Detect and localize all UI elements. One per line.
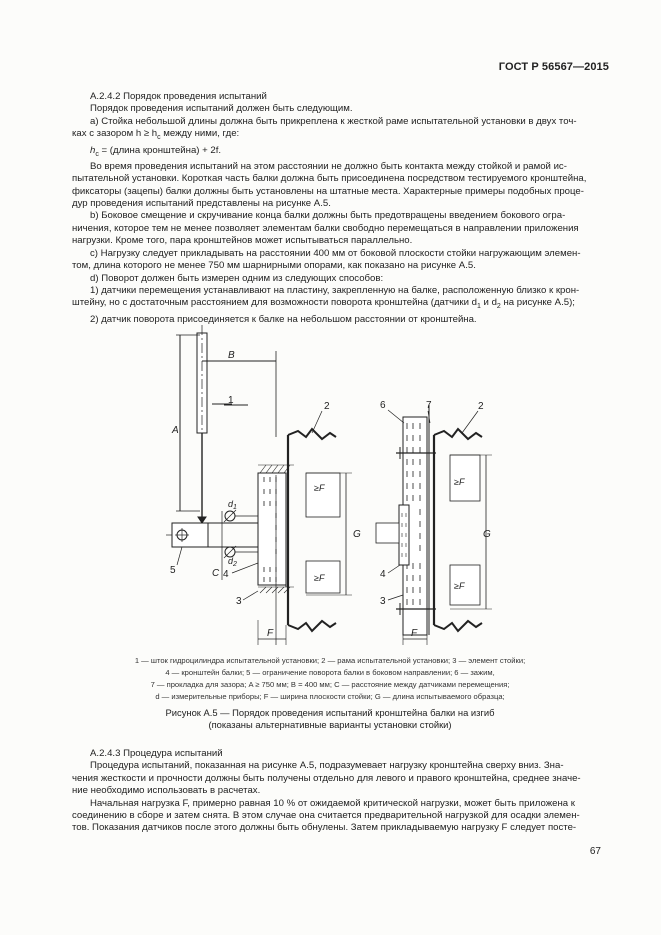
paragraph: Во время проведения испытаний на этом расстоянии не должно быть контакта между стойкой и рамой ис- xyxy=(90,160,567,172)
label-A: A xyxy=(172,425,179,436)
label-1: 1 xyxy=(228,395,234,406)
figure-legend xyxy=(60,655,600,703)
caption-title: Рисунок А.5 — Порядок проведения испытаний кронштейна балки на изгиб xyxy=(165,707,495,718)
label-G-left: G xyxy=(353,529,361,540)
label-geF-3: ≥F xyxy=(454,477,465,487)
caption-subtitle: (показаны альтернативные варианты установки стойки) xyxy=(208,719,452,731)
formula: $h_c$ = (длина кронштейна) + 2f. xyxy=(90,144,222,158)
label-5: 5 xyxy=(170,565,176,576)
paragraph: тов. Показания датчиков после этого должны быть обнулены. Затем прикладываемую нагрузку F следует посте- xyxy=(72,822,577,834)
legend-line: 1 — шток гидроцилиндра испытательной установки; 2 — рама испытательной установки; 3 — элемент стойки; xyxy=(134,656,526,665)
paragraph: Процедура испытаний, показанная на рисунке А.5, подразумевает нагрузку кронштейна сверху вниз. Зна- xyxy=(90,760,564,772)
section-a242 xyxy=(72,91,600,326)
paragraph: d) Поворот должен быть измерен одним из следующих способов: xyxy=(90,272,384,284)
label-7: 7 xyxy=(426,400,432,411)
label-geF-2: ≥F xyxy=(314,573,325,583)
paragraph: фиксаторы (зацепы) балки должны быть установлены на штатные места. Характерные примеры подобных проце- xyxy=(72,185,584,197)
label-geF-1: ≥F xyxy=(314,483,325,493)
label-F-left: F xyxy=(267,628,274,639)
paragraph: том, длина которого не менее 750 мм шарнирными опорами, как показано на рисунке А.5. xyxy=(72,260,476,272)
paragraph: 2) датчик поворота присоединяется к балке на небольшом расстоянии от кронштейна. xyxy=(90,313,477,325)
legend-line: 4 — кронштейн балки; 5 — ограничение поворота балки в боковом направлении; 6 — зажим, xyxy=(165,668,495,678)
section-heading: А.2.4.3 Процедура испытаний xyxy=(90,748,223,759)
label-d1: $d_1$ xyxy=(228,499,237,511)
label-d2: $d_2$ xyxy=(228,556,237,568)
label-6: 6 xyxy=(380,400,386,411)
label-4-right: 4 xyxy=(380,569,386,580)
label-C: C xyxy=(212,568,220,579)
legend-line: d — измерительные приборы; F — ширина плоскости стойки; G — длина испытываемого образца; xyxy=(155,692,505,702)
label-G-right: G xyxy=(483,529,491,540)
label-3-left: 3 xyxy=(236,596,242,607)
paragraph: b) Боковое смещение и скручивание конца балки должны быть предотвращены введением бокового огра- xyxy=(90,210,566,222)
paragraph: 1) датчики перемещения устанавливают на пластину, закрепленную на балке, расположенную близко к крон- xyxy=(90,284,580,296)
paragraph: ничения, которое тем не менее позволяет элементам балки свободно перемещаться в направлении приложения xyxy=(72,222,579,234)
paragraph: ках с зазором $h \ge h_c$ между ними, где: xyxy=(72,128,240,142)
paragraph: чения жесткости и прочности должны быть получены отдельно для левого и правого кронштейна, среднее значе- xyxy=(72,772,581,784)
paragraph: соединению в сборе и затем снята. В этом случае она считается предварительной нагрузкой для осадки элемен- xyxy=(72,810,580,822)
paragraph: Начальная нагрузка F, примерно равная 10 % от ожидаемой критической нагрузки, может быть приложена к xyxy=(90,797,575,809)
paragraph: штейну, но с достаточным расстоянием для возможности поворота кронштейна (датчики $d_1$ и $d_2$ на рисунке А.5); xyxy=(72,297,575,311)
label-2-left: 2 xyxy=(324,401,330,412)
label-F-right: F xyxy=(411,628,418,639)
paragraph: Порядок проведения испытаний должен быть следующим. xyxy=(90,103,353,115)
section-heading: А.2.4.2 Порядок проведения испытаний xyxy=(90,91,267,102)
paragraph: дур проведения испытаний представлены на рисунке А.5. xyxy=(72,198,331,210)
paragraph: c) Нагрузку следует прикладывать на расстоянии 400 мм от боковой плоскости стойки нагружающим элемен- xyxy=(90,247,581,259)
legend-line: 7 — прокладка для зазора; A ≥ 750 мм; B = 400 мм; C — расстояние между датчиками перемещения; xyxy=(150,680,510,690)
figure-a5 xyxy=(0,325,661,647)
standard-header: ГОСТ Р 56567—2015 xyxy=(498,61,609,73)
page-number: 67 xyxy=(589,846,601,857)
figure-caption xyxy=(60,707,600,732)
paragraph: нагрузки. Кроме того, пара кронштейнов может испытываться параллельно. xyxy=(72,235,413,247)
label-geF-4: ≥F xyxy=(454,581,465,591)
section-a243 xyxy=(72,748,600,835)
paragraph: а) Стойка небольшой длины должна быть прикреплена к жесткой раме испытательной установки в двух точ- xyxy=(90,115,577,127)
paragraph: пытательной установки. Короткая часть балки должна быть присоединена посредством тестируемого кронштейна, xyxy=(72,173,587,185)
label-3-right: 3 xyxy=(380,596,386,607)
label-2-right: 2 xyxy=(478,401,484,412)
paragraph: ние необходимо использовать в расчетах. xyxy=(72,785,261,797)
label-4-left: 4 xyxy=(223,569,229,580)
label-B: B xyxy=(228,350,235,361)
